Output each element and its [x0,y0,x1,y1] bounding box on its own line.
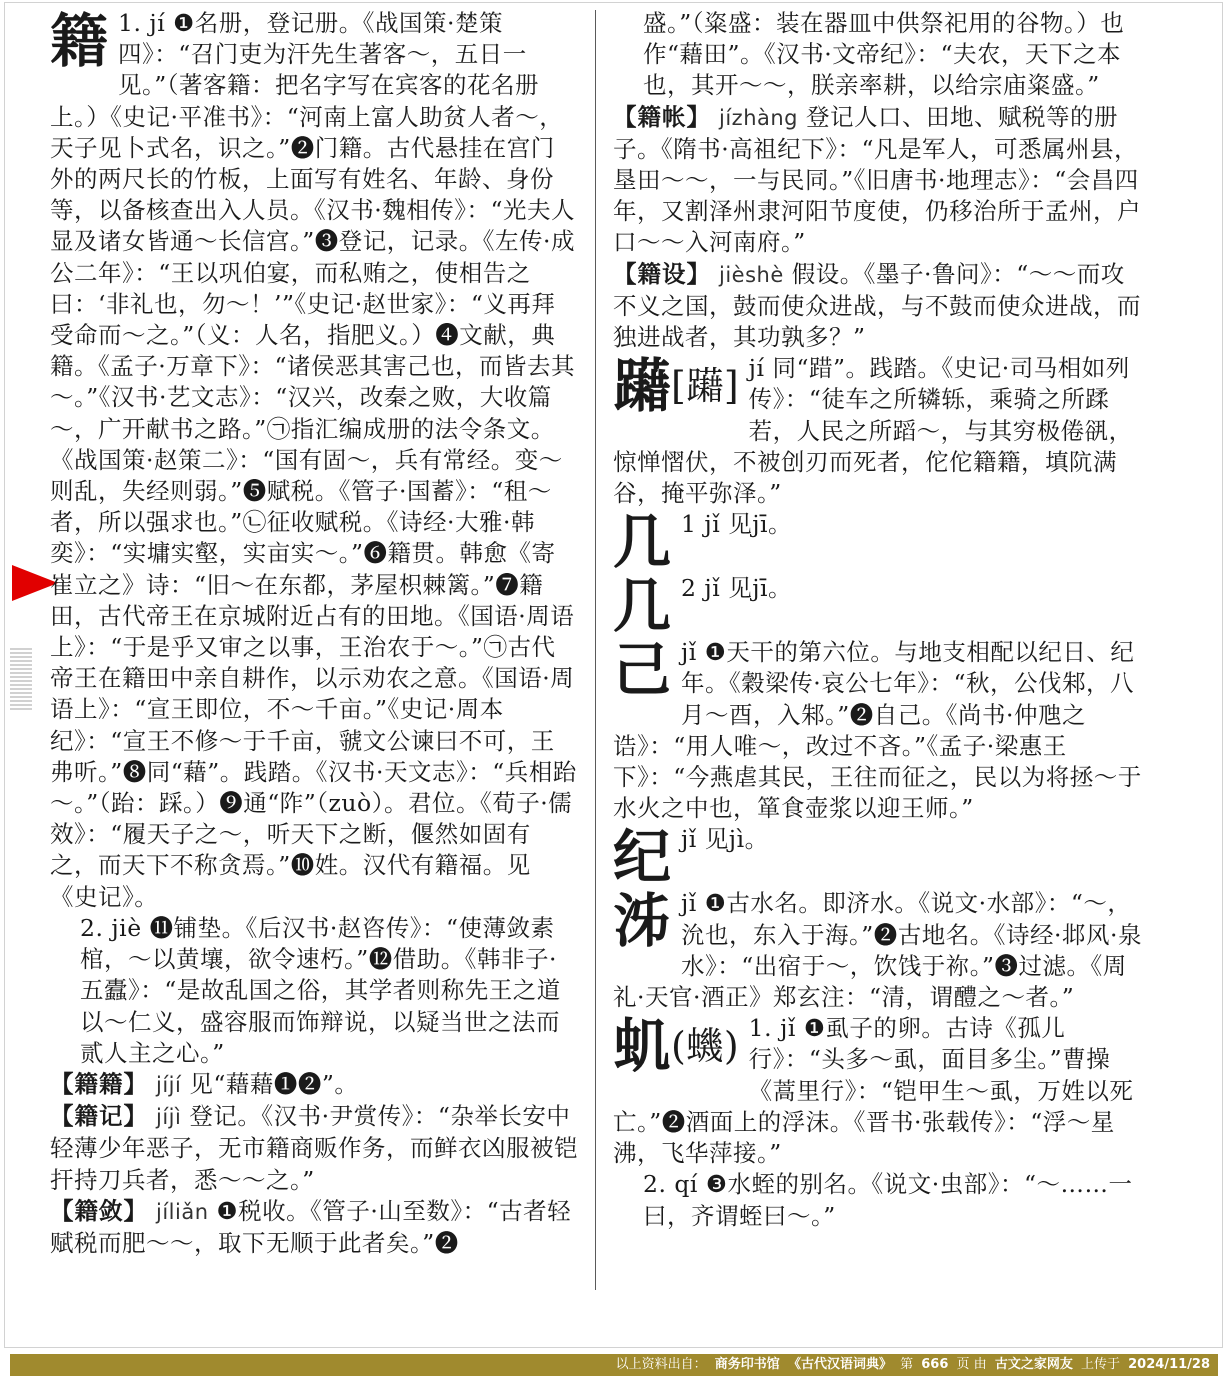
footer-upload-label: 上传于 [1080,1357,1120,1372]
column-divider [595,10,596,1290]
head-character: 泲 [613,887,672,956]
continued-text: 盛。”（粢盛：装在器皿中供祭祀用的谷物。）也作“藉田”。《汉书·文帝纪》：“夫农，天下之本也，其开～～，朕亲率耕，以给宗庙粢盛。” [643,9,1125,100]
pinyin: jièshè [719,262,784,287]
word-text: 假设。《墨子·鲁问》：“～～而攻不义之国，鼓而使众进战，与不鼓而使众进战，而独进战者，其功孰多？” [613,259,1141,352]
footer-book: 《古代汉语词典》 [787,1357,892,1372]
word-entry-jishe [613,259,1143,354]
footer-page-number: 666 [921,1357,949,1372]
head-character: 籍 [50,7,109,75]
word-text: 见“藉藉❶❷”。 [189,1069,359,1098]
word-head: 【籍敛】 [50,1196,148,1225]
right-column [613,8,1143,1232]
entry-ji-few-2 [613,572,1143,641]
entry-ji-record [613,823,1143,892]
entry-ji-self [613,637,1143,824]
footer-uploader: 古文之家网友 [994,1357,1073,1372]
head-glyph: 躤 [613,352,672,421]
word-head: 【籍帐】 [613,102,711,131]
entry-text: jǐ ❶古水名。即济水。《说文·水部》：“～，沇也，东入于海。”❷古地名。《诗经·邶风·泉水》：“出宿于～，饮饯于祢。”❸过滤。《周礼·天官·酒正》郑玄注：“清，谓醴之～者。” [613,889,1142,1012]
footer-prefix: 以上资料出自： [615,1357,707,1372]
entry-text: 2 jǐ 见jī。 [681,574,793,603]
footer-date: 2024/11/28 [1128,1357,1210,1372]
scan-edge-mark [10,648,32,712]
word-head: 【籍籍】 [50,1069,148,1098]
word-entry-jilian [50,1196,578,1259]
footer-publisher: 商务印书馆 [714,1357,780,1372]
footer-page-pre: 第 [900,1357,914,1372]
footer-page-post: 页 由 [956,1357,987,1372]
entry-text: 1. jǐ ❶虱子的卵。古诗《孤儿行》：“头多～虱，面目多尘。”曹操《蒿里行》：“铠甲生～虱，万姓以死亡。”❷酒面上的浮沫。《晋书·张载传》：“浮～星沸，飞华萍接。” [613,1014,1134,1168]
entry-ji-river [613,888,1143,1013]
left-column [50,8,578,1259]
word-entry-jizhang [613,102,1143,259]
head-variant: (蟣) [671,1024,739,1069]
head-glyph: 虮 [613,1012,672,1081]
word-entry-jiji-record [50,1101,578,1196]
entry-ji-register [50,8,578,1069]
head-character [613,1012,739,1081]
entry-text: jǐ 见jì。 [681,825,769,854]
word-text: ❶税收。《管子·山至数》：“古者轻赋税而肥～～，取下无顺于此者矣。”❷ [50,1196,572,1257]
entry-ji-tread [613,353,1143,509]
head-character: 几 [613,572,672,641]
head-character: 纪 [613,823,672,892]
entry-text: jí 同“踖”。践踏。《史记·司马相如列传》：“徒车之所辚轹，乘骑之所蹂若，人民之所蹈～，与其穷极倦谻，惊惮慴伏，不被创刃而死者，佗佗籍籍，填阬满谷，掩平弥泽。” [613,354,1133,508]
entry-ji-few-1 [613,508,1143,577]
word-entry-jiji [50,1069,578,1101]
word-head: 【籍记】 [50,1102,148,1131]
head-character: 己 [613,636,672,705]
word-text: 登记。《汉书·尹赏传》：“杂举长安中轻薄少年恶子，无市籍商贩作务，而鲜衣凶服被铠扞持刀兵者，悉～～之。” [50,1102,578,1194]
word-head: 【籍设】 [613,259,711,288]
word-text: 登记人口、田地、赋税等的册子。《隋书·高祖纪下》：“凡是军人，可悉属州县，垦田～～，一与民同。”《旧唐书·地理志》：“会昌四年，又割泽州隶河阳节度使，仍移治所于孟州，户口～～入河南府。” [613,102,1141,257]
pinyin: jíjì [156,1105,182,1130]
entry-text: 1 jǐ 见jī。 [681,510,793,539]
entry-text: 1. jí ❶名册，登记册。《战国策·楚策四》：“召门吏为汗先生著客～，五日一见。”（著客籍：把名字写在宾客的花名册上。）《史记·平准书》：“河南上富人助贫人者～，天子见卜式名，识之。”❷门籍。古代悬挂在宫门外的两尺长的竹板，上面写有姓名、年龄、身份等，以备核查出入人员。《汉书·魏相传》：“光夫人显及诸女皆通～长信宫。”❸登记，记录。《左传·成公二年》：“王以巩伯宴，而私贿之，使相告之曰：‘非礼也，勿～！’”《史记·赵世家》：“义再拜受命而～之。”（义：人名，指肥义。）❹文献，典籍。《孟子·万章下》：“诸侯恶其害己也，而皆去其～。”《汉书·艺文志》：“汉兴，改秦之败，大收篇～，广开献书之路。”㉠指汇编成册的法令条文。《战国策·赵策二》：“国有固～，兵有常经。变～则乱，失经则弱。”❺赋税。《管子·国蓄》：“租～者，所以强求也。”㉡征收赋税。《诗经·大雅·韩奕》：“实墉实壑，实亩实～。”❻籍贯。韩愈《寄崔立之》诗：“旧～在东都，茅屋枳棘篱。”❼籍田，古代帝王在京城附近占有的田地。《国语·周语上》：“于是乎又审之以事，王治农于～。”㉠古代帝王在籍田中亲自耕作，以示劝农之意。《国语·周语上》：“宣王即位，不～千亩。”《史记·周本纪》：“宣王不修～于千亩，虢文公谏曰不可，王弗听。”❽同“藉”。践踏。《汉书·天文志》：“兵相跆～。”（跆：踩。）❾通“阼”（zuò）。君位。《荀子·儒效》：“履天子之～，听天下之断，偃然如固有之，而天下不称贪焉。”❿姓。汉代有籍福。见《史记》。 [50,9,577,911]
head-character [613,352,739,421]
entry-sense-2: 2. jiè ⓫铺垫。《后汉书·赵咨传》：“使薄敛素棺，～以黄壤，欲令速朽。”⓬借助。《韩非子·五蠹》：“是故乱国之俗，其学者则称先王之道以～仁义，盛容服而饰辩说，以疑当世之法而贰人主之心。” [80,913,561,1067]
entry-text: jǐ ❶天干的第六位。与地支相配以纪日、纪年。《穀梁传·哀公七年》：“秋，公伐邾，八月～酉，入邾。”❷自己。《尚书·仲虺之诰》：“用人唯～，改过不吝。”《孟子·梁惠王下》：“今燕虐其民，王往而征之，民以为将拯～于水火之中也，箪食壶浆以迎王师。” [613,638,1142,823]
entry-sense-2: 2. qí ❸水蛭的别名。《说文·虫部》：“～……一曰，齐谓蛭曰～。” [643,1170,1133,1230]
head-character: 几 [613,508,672,577]
pinyin: jíjí [156,1072,182,1097]
source-footer [10,1354,1218,1376]
entry-ji-louse [613,1013,1143,1231]
pinyin: jízhàng [719,105,799,130]
pinyin: jíliǎn [156,1199,209,1224]
head-variant: [躤] [671,364,739,409]
